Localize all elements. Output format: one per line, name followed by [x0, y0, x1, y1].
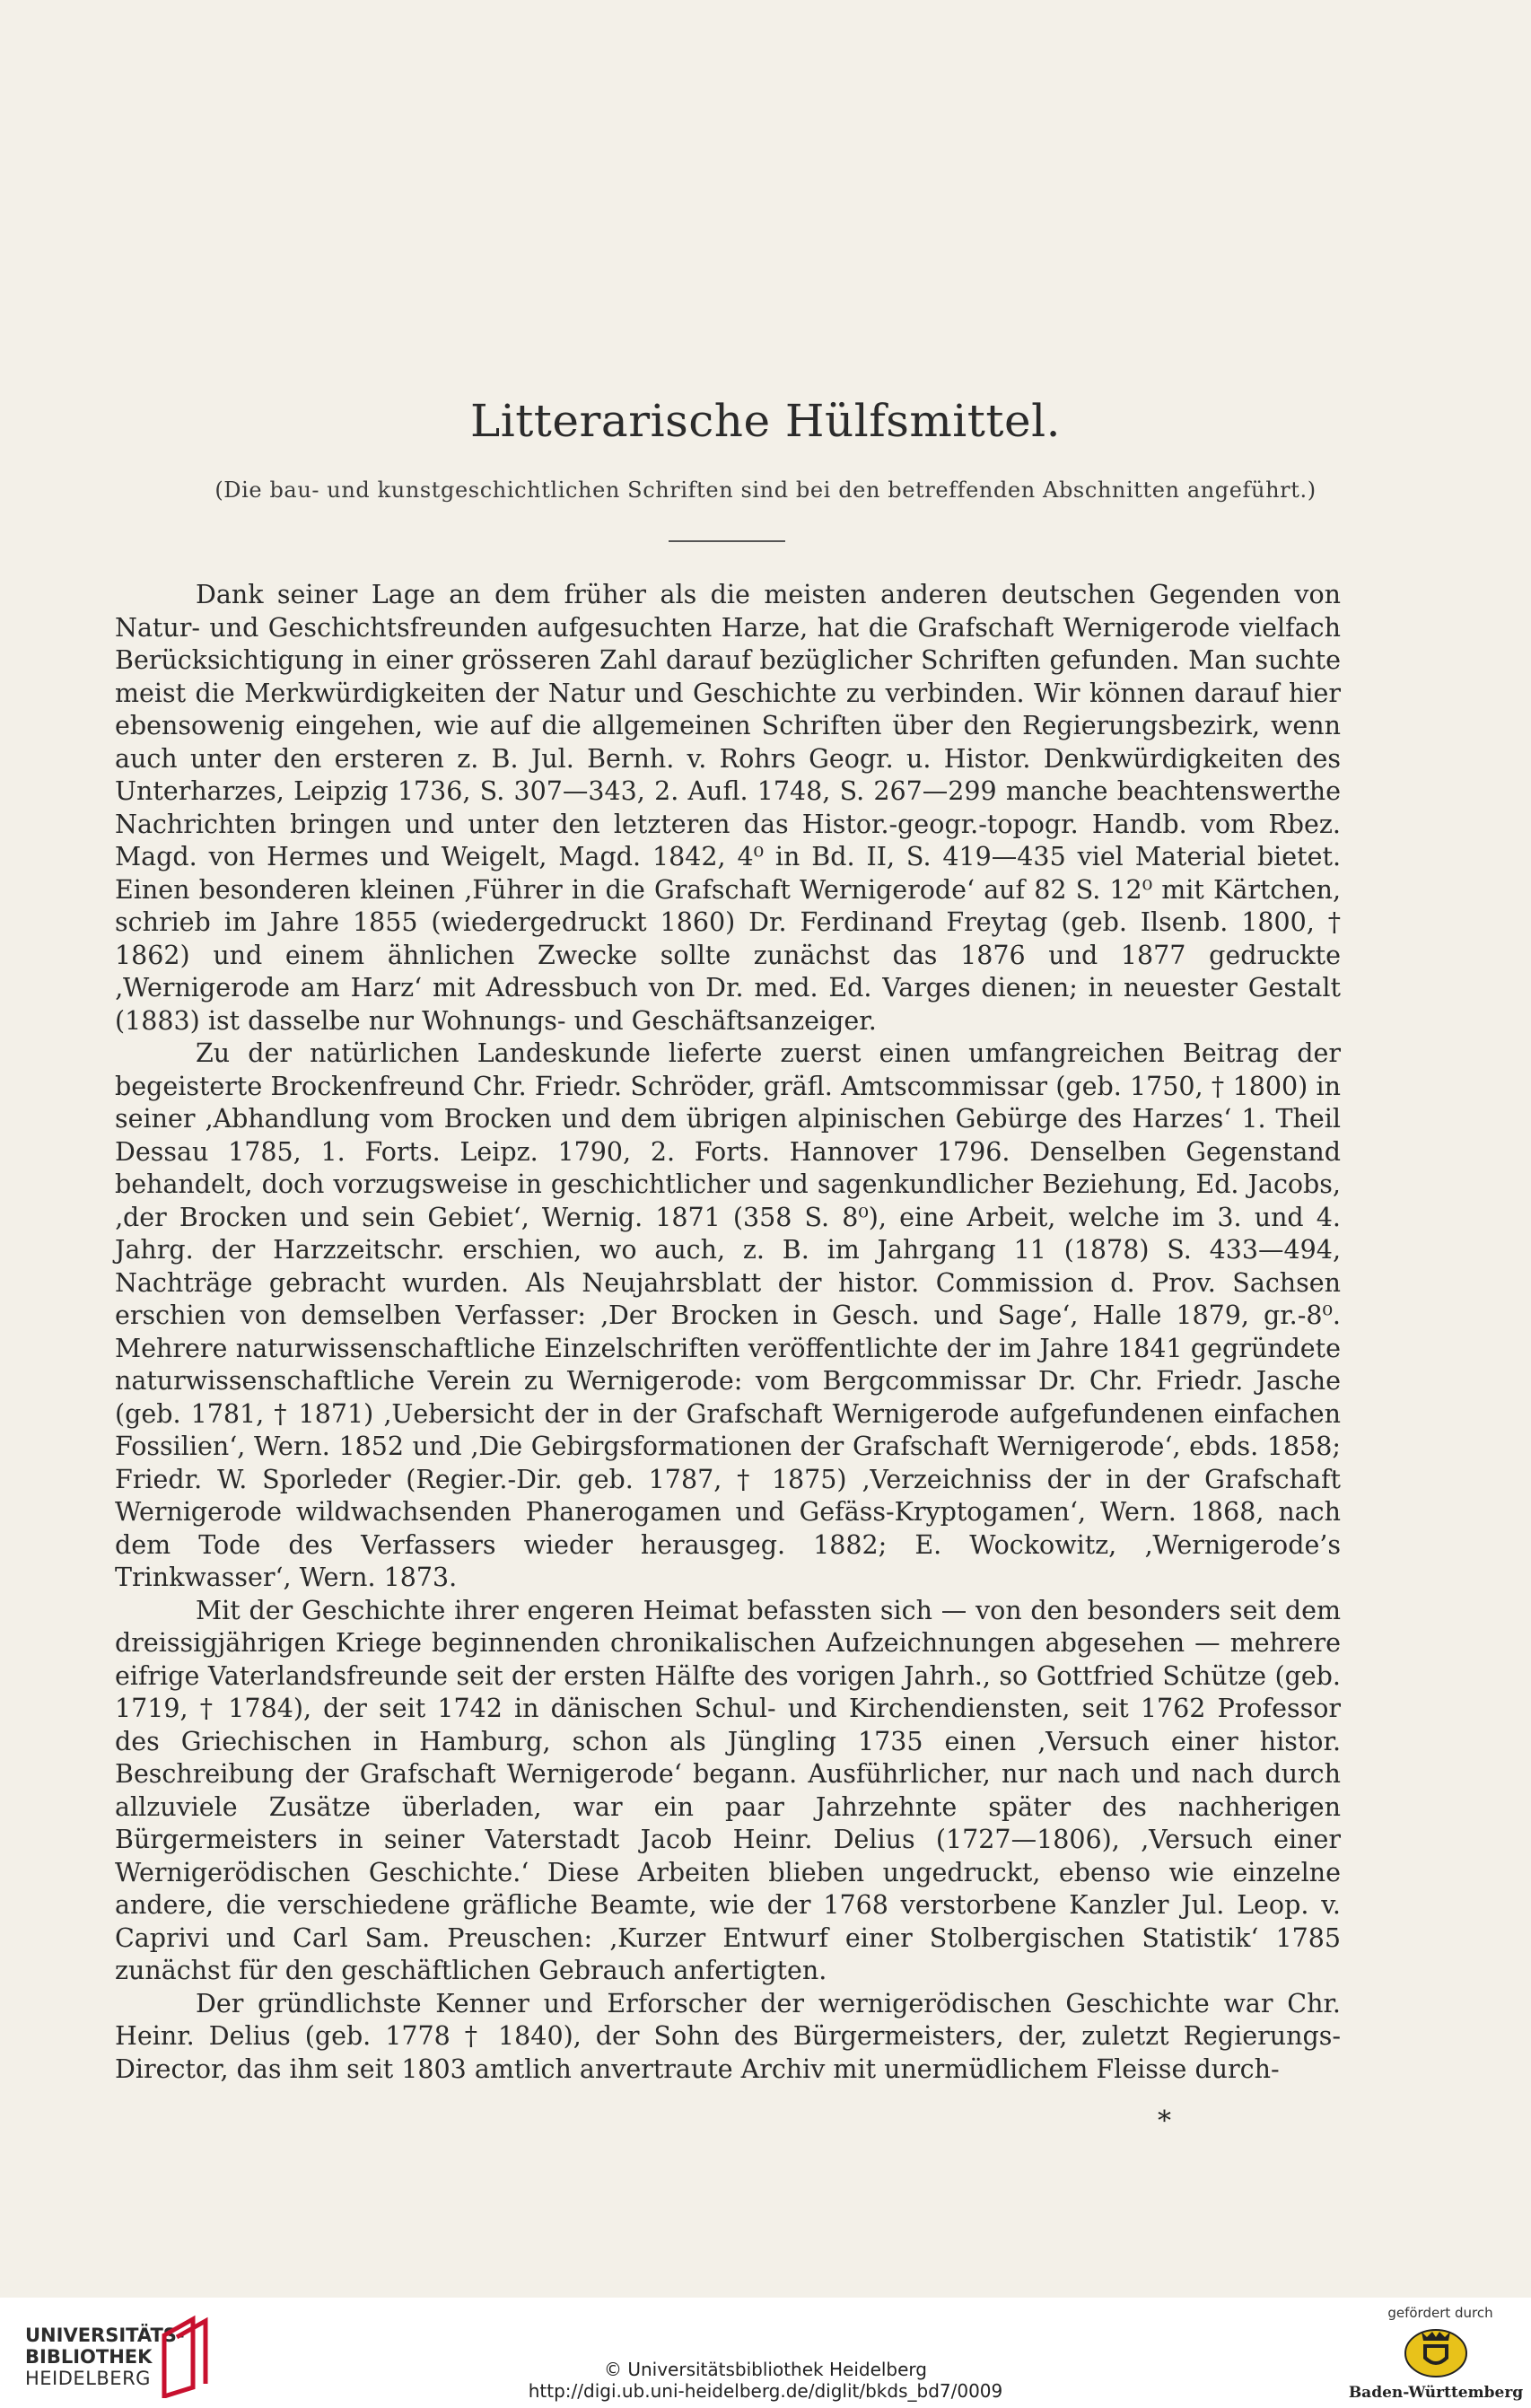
title-divider: [669, 540, 785, 542]
permalink[interactable]: http://digi.ub.uni-heidelberg.de/diglit/bkds_bd7/0009: [528, 2380, 1003, 2402]
sponsor-name: Baden-Württemberg: [1348, 2384, 1524, 2402]
paragraph: Der gründlichste Kenner und Erforscher der wernigerödischen Geschichte war Chr. Heinr. Delius (geb. 1778 † 1840), der Sohn des Bürgermeisters, der, zuletzt Regierungs-Director, das ihm seit 1803 amtlich anvertraute Archiv mit unermüdlichem Fleisse durch-: [115, 1988, 1341, 2084]
credit-block: [0, 2359, 1531, 2402]
signature-mark: *: [1158, 2106, 1171, 2137]
page-title: Litterarische Hülfsmittel.: [470, 395, 1061, 447]
page-subtitle: (Die bau- und kunstgeschichtlichen Schriften sind bei den betreffenden Abschnitten angeführt.): [214, 477, 1317, 503]
library-name-line: HEIDELBERG: [25, 2368, 151, 2389]
funded-by-label: gefördert durch: [1387, 2305, 1493, 2321]
footer: [0, 2298, 1531, 2408]
paragraph: Mit der Geschichte ihrer engeren Heimat befassten sich — von den besonders seit dem dreissigjährigen Kriege beginnenden chronikalischen Aufzeichnungen abgesehen — mehrere eifrige Vaterlandsfreunde seit der ersten Hälfte des vorigen Jahrh., so Gottfried Schütze (geb. 1719, † 1784), der seit 1742 in dänischen Schul- und Kirchendiensten, seit 1762 Professor des Griechischen in Hamburg, schon als Jüngling 1735 einen ‚Versuch einer histor. Beschreibung der Grafschaft Wernigerode‘ begann. Ausführlicher, nur nach und nach durch allzuviele Zusätze überladen, war ein paar Jahrzehnte später des nachherigen Bürgermeisters in seiner Vaterstadt Jacob Heinr. Delius (1727—1806), ‚Versuch einer Wernigerödischen Geschichte.‘ Diese Arbeiten blieben ungedruckt, ebenso wie einzelne andere, die verschiedene gräfliche Beamte, wie der 1768 verstorbene Kanzler Jul. Leop. v. Caprivi und Carl Sam. Preuschen: ‚Kurzer Entwurf einer Stolbergischen Statistik‘ 1785 zunächst für den geschäftlichen Gebrauch anfertigten.: [115, 1595, 1341, 1985]
body-text: [115, 579, 1341, 2086]
copyright-text: © Universitätsbibliothek Heidelberg: [603, 2359, 927, 2380]
paragraph: Dank seiner Lage an dem früher als die meisten anderen deutschen Gegenden von Natur- und Geschichtsfreunden aufgesuchten Harze, hat die Grafschaft Wernigerode vielfach Berücksichtigung in einer grösseren Zahl darauf bezüglicher Schriften gefunden. Man suchte meist die Merkwürdigkeiten der Natur und Geschichte zu verbinden. Wir können darauf hier ebensowenig eingehen, wie auf die allgemeinen Schriften über den Regierungsbezirk, wenn auch unter den ersteren z. B. Jul. Bernh. v. Rohrs Geogr. u. Histor. Denkwürdigkeiten des Unterharzes, Leipzig 1736, S. 307—343, 2. Aufl. 1748, S. 267—299 manche beachtenswerthe Nachrichten bringen und unter den letzteren das Histor.-geogr.-topogr. Handb. vom Rbez. Magd. von Hermes und Weigelt, Magd. 1842, 4⁰ in Bd. II, S. 419—435 viel Material bietet. Einen besonderen kleinen ‚Führer in die Grafschaft Wernigerode‘ auf 82 S. 12⁰ mit Kärtchen, schrieb im Jahre 1855 (wiedergedruckt 1860) Dr. Ferdinand Freytag (geb. Ilsenb. 1800, † 1862) und einem ähnlichen Zwecke sollte zunächst das 1876 und 1877 gedruckte ‚Wernigerode am Harz‘ mit Adressbuch von Dr. med. Ed. Varges dienen; in neuester Gestalt (1883) ist dasselbe nur Wohnungs- und Geschäftsanzeiger.: [115, 580, 1341, 1036]
library-name-line: BIBLIOTHEK: [25, 2346, 153, 2368]
state-seal-icon: [1402, 2325, 1470, 2378]
library-name-line: UNIVERSITÄTS-: [25, 2325, 185, 2346]
paragraph: Zu der natürlichen Landeskunde lieferte zuerst einen umfangreichen Beitrag der begeisterte Brockenfreund Chr. Friedr. Schröder, gräfl. Amtscommissar (geb. 1750, † 1800) in seiner ‚Abhandlung vom Brocken und dem übrigen alpinischen Gebürge des Harzes‘ 1. Theil Dessau 1785, 1. Forts. Leipz. 1790, 2. Forts. Hannover 1796. Denselben Gegenstand behandelt, doch vorzugsweise in geschichtlicher und sagenkundlicher Beziehung, Ed. Jacobs, ‚der Brocken und sein Gebiet‘, Wernig. 1871 (358 S. 8⁰), eine Arbeit, welche im 3. und 4. Jahrg. der Harzzeitschr. erschien, wo auch, z. B. im Jahrgang 11 (1878) S. 433—494, Nachträge gebracht wurden. Als Neujahrsblatt der histor. Commission d. Prov. Sachsen erschien von demselben Verfasser: ‚Der Brocken in Gesch. und Sage‘, Halle 1879, gr.-8⁰. Mehrere naturwissenschaftliche Einzelschriften veröffentlichte der im Jahre 1841 gegründete naturwissenschaftliche Verein zu Wernigerode: vom Bergcommissar Dr. Chr. Friedr. Jasche (geb. 1781, † 1871) ‚Uebersicht der in der Grafschaft Wernigerode aufgefundenen einfachen Fossilien‘, Wern. 1852 und ‚Die Gebirgsformationen der Grafschaft Wernigerode‘, ebds. 1858; Friedr. W. Sporleder (Regier.-Dir. geb. 1787, † 1875) ‚Verzeichniss der in der Grafschaft Wernigerode wildwachsenden Phanerogamen und Gefäss-Kryptogamen‘, Wern. 1868, nach dem Tode des Verfassers wieder herausgeg. 1882; E. Wockowitz, ‚Wernigerode’s Trinkwasser‘, Wern. 1873.: [115, 1038, 1341, 1592]
